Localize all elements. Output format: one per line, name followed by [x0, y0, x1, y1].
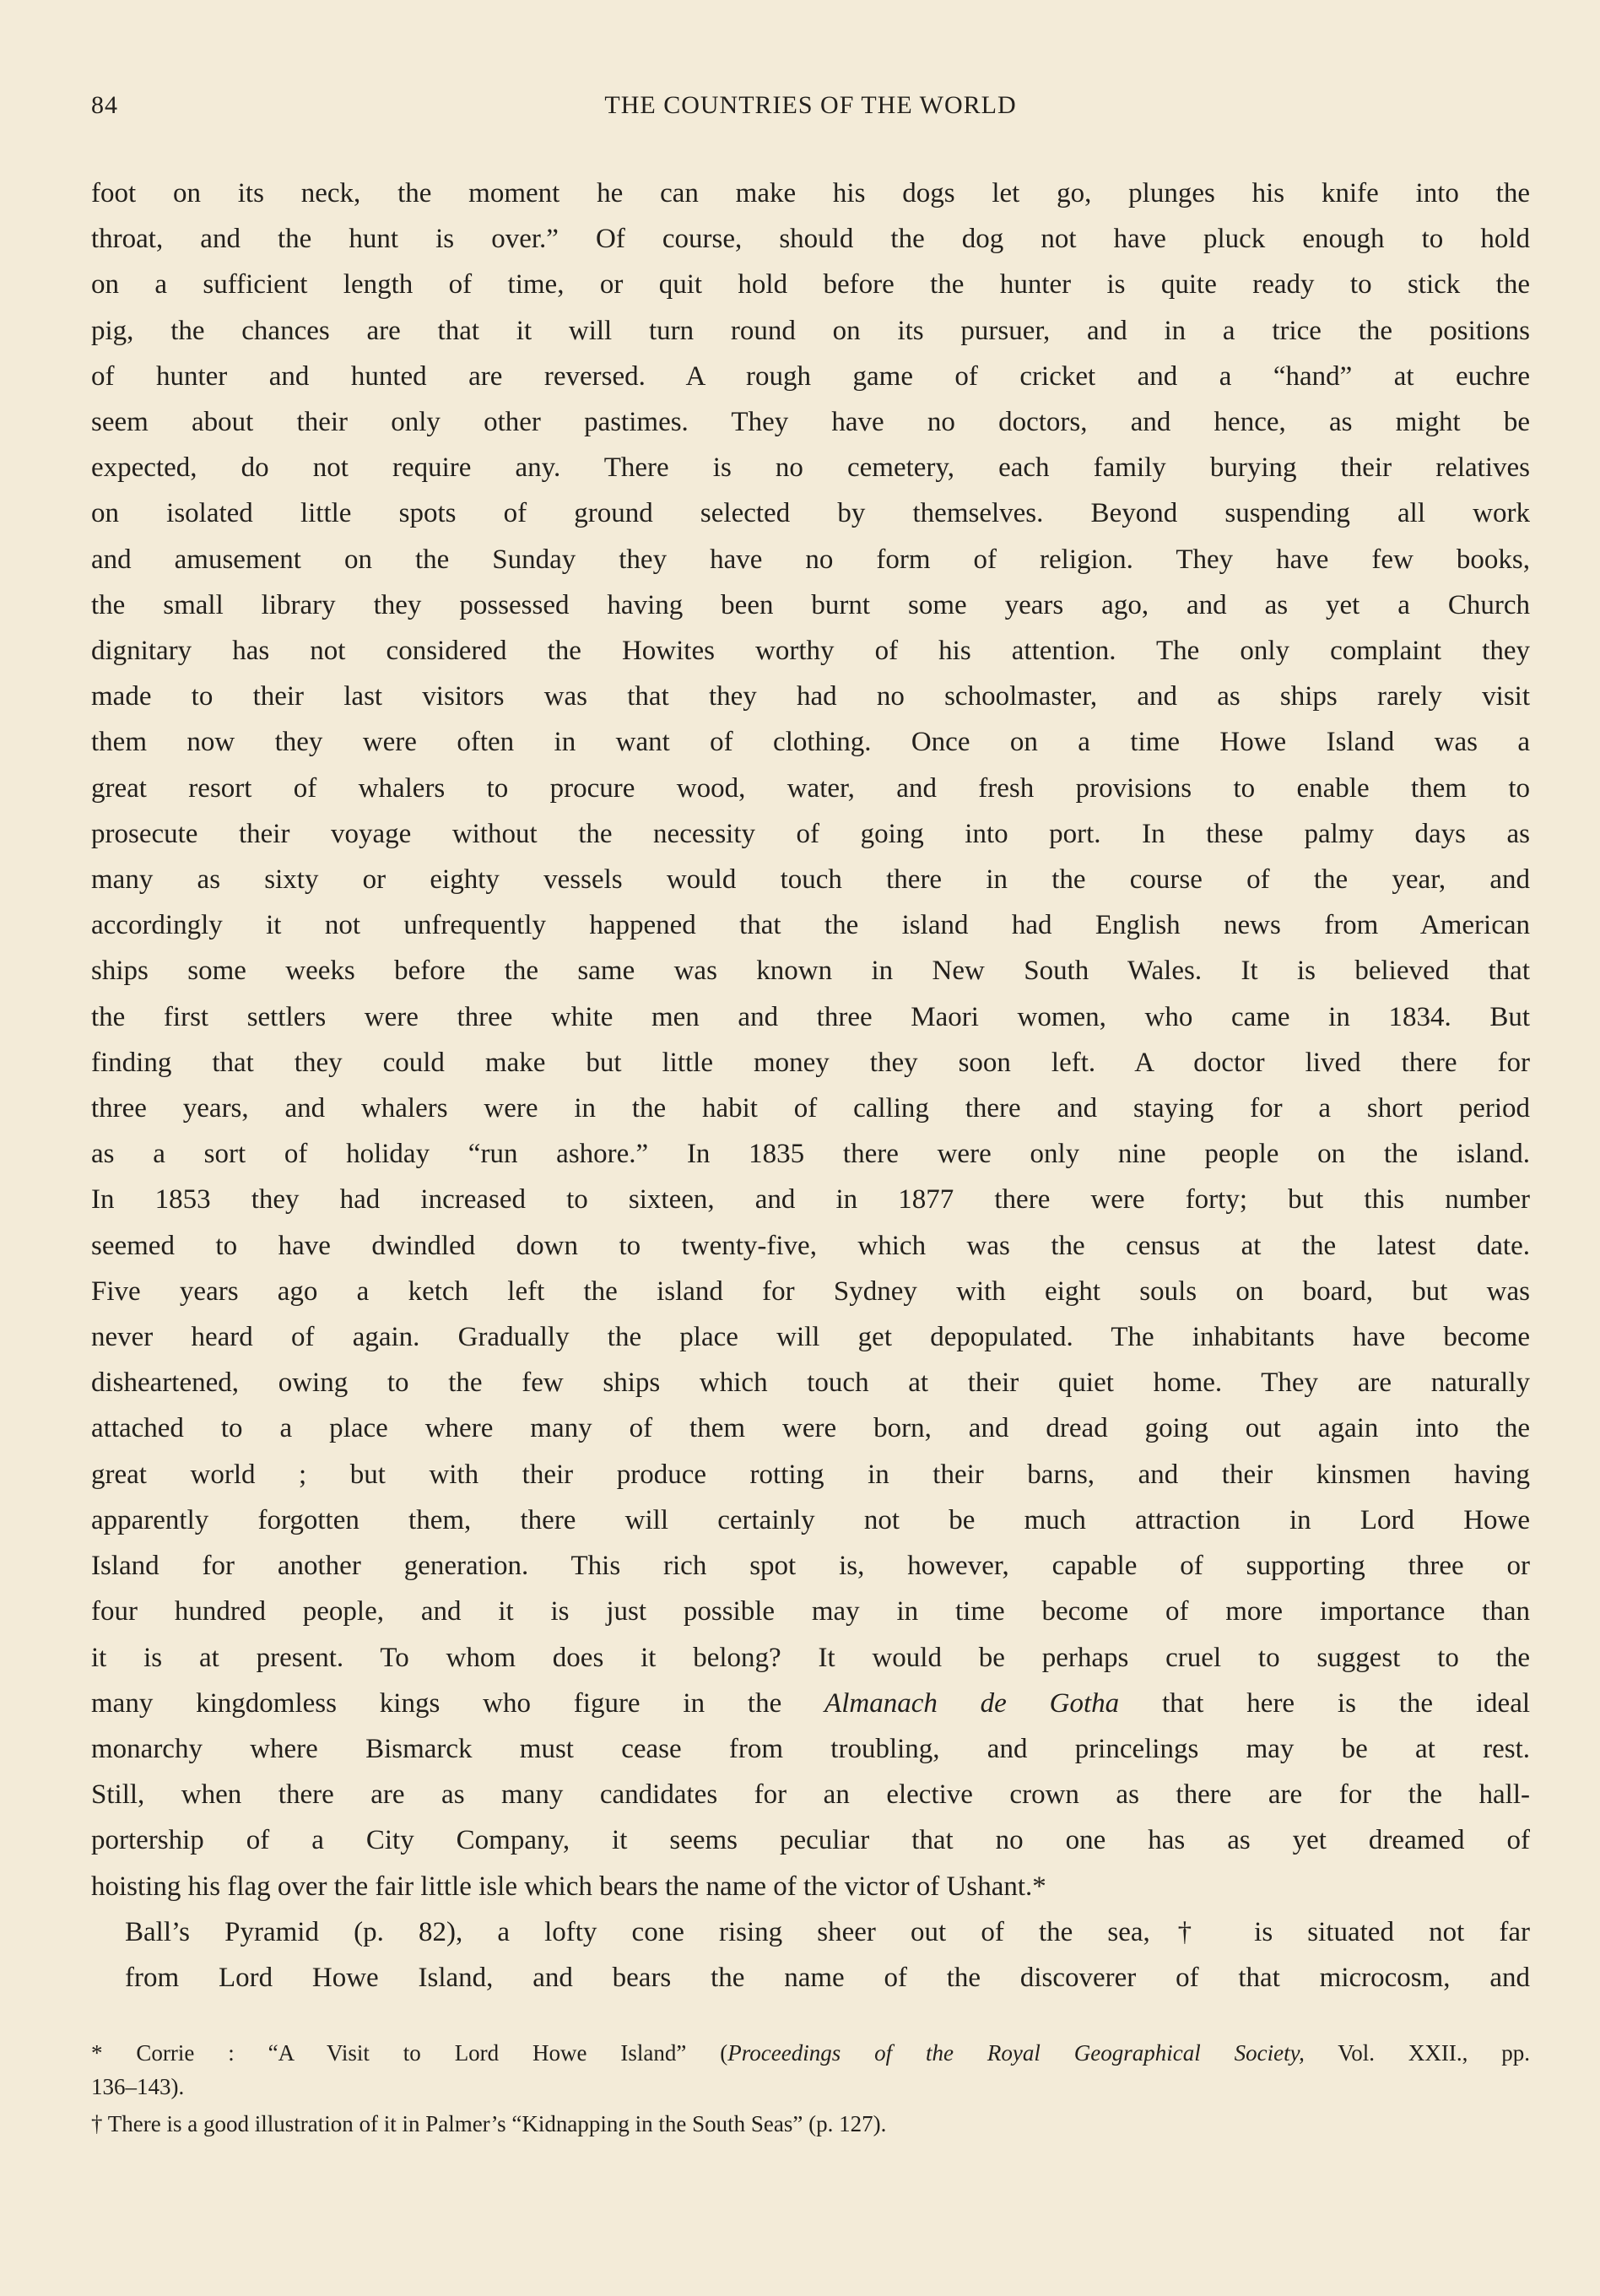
text-line: it is at present. To whom does it belong? It would be perhaps cruel to suggest to the: [91, 1642, 1530, 1673]
footnote-line: 136–143).: [91, 2074, 185, 2100]
footnote-line: [91, 2036, 1530, 2070]
text-line: great resort of whalers to procure wood, water, and fresh provisions to enable them to: [91, 772, 1530, 804]
text-line: throat, and the hunt is over.” Of course, should the dog not have pluck enough to hold: [91, 224, 1530, 255]
text-fragment: that here is the ideal: [1161, 1687, 1531, 1719]
text-line: three years, and whalers were in the habit of calling there and staying for a short period: [91, 1093, 1530, 1124]
text-line: on a sufficient length of time, or quit hold before the hunter is quite ready to stick the: [91, 269, 1530, 301]
text-line: made to their last visitors was that they had no schoolmaster, and as ships rarely visit: [91, 681, 1530, 712]
text-line: many as sixty or eighty vessels would touch there in the course of the year, and: [91, 864, 1530, 896]
italic-title: Almanach de Gotha: [824, 1687, 1120, 1719]
text-line-with-italic: [91, 1681, 1530, 1726]
text-line: Five years ago a ketch left the island for Sydney with eight souls on board, but was: [91, 1275, 1530, 1307]
text-line: and amusement on the Sunday they have no form of religion. They have few books,: [91, 544, 1530, 575]
text-line: the first settlers were three white men and three Maori women, who came in 1834. But: [91, 1001, 1530, 1032]
text-line: dignitary has not considered the Howites worthy of his attention. The only complaint they: [91, 636, 1530, 667]
footnote-2: [91, 2107, 1530, 2141]
text-line: attached to a place where many of them were born, and dread going out again into the: [91, 1413, 1530, 1444]
text-line: monarchy where Bismarck must cease from troubling, and princelings may be at rest.: [91, 1733, 1530, 1764]
footnotes: [91, 2036, 1530, 2141]
text-line: apparently forgotten them, there will certainly not be much attraction in Lord Howe: [91, 1504, 1530, 1535]
text-line: them now they were often in want of clothing. Once on a time Howe Island was a: [91, 727, 1530, 758]
text-fragment: many kingdomless kings who figure in the: [91, 1687, 782, 1719]
book-page: [91, 91, 1530, 2141]
text-line: the small library they possessed having been burnt some years ago, and as yet a Church: [91, 589, 1530, 620]
text-line: prosecute their voyage without the necessity of going into port. In these palmy days as: [91, 818, 1530, 849]
text-line: Ball’s Pyramid (p. 82), a lofty cone rising sheer out of the sea,† is situated not far: [125, 1916, 1530, 1947]
text-line: hoisting his flag over the fair little isle which bears the name of the victor of Ushant.*: [91, 1871, 1046, 1902]
paragraph-2: [91, 1909, 1530, 2001]
text-line: In 1853 they had increased to sixteen, and in 1877 there were forty; but this number: [91, 1184, 1530, 1216]
page-number: 84: [91, 91, 118, 119]
text-line: great world ; but with their produce rotting in their barns, and their kinsmen having: [91, 1459, 1530, 1490]
page-header: [91, 91, 1530, 128]
text-line: four hundred people, and it is just possible may in time become of more importance than: [91, 1596, 1530, 1627]
text-line: of hunter and hunted are reversed. A rough game of cricket and a “hand” at euchre: [91, 360, 1530, 392]
running-title: THE COUNTRIES OF THE WORLD: [604, 91, 1017, 119]
text-line: foot on its neck, the moment he can make his dogs let go, plunges his knife into the: [91, 178, 1530, 208]
text-line: pig, the chances are that it will turn round on its pursuer, and in a trice the positions: [91, 315, 1530, 346]
text-line: Still, when there are as many candidates for an elective crown as there are for the hall-: [91, 1779, 1530, 1811]
paragraph-1: [91, 171, 1530, 1909]
text-line: ships some weeks before the same was known in New South Wales. It is believed that: [91, 956, 1530, 987]
text-line: seemed to have dwindled down to twenty-five, which was the census at the latest date.: [91, 1230, 1530, 1261]
text-line: from Lord Howe Island, and bears the name of the discoverer of that microcosm, and: [125, 1962, 1530, 1993]
text-line: disheartened, owing to the few ships which touch at their quiet home. They are naturally: [91, 1367, 1530, 1399]
text-line: as a sort of holiday “run ashore.” In 1835 there were only nine people on the island.: [91, 1139, 1530, 1170]
footnote-text: * Corrie : “A Visit to Lord Howe Island” (: [91, 2040, 728, 2066]
body-text: [91, 171, 1530, 2001]
text-line: accordingly it not unfrequently happened that the island had English news from American: [91, 910, 1530, 941]
footnote-italic: Proceedings of the Royal Geographical Society,: [727, 2040, 1305, 2066]
text-line: seem about their only other pastimes. They have no doctors, and hence, as might be: [91, 407, 1530, 438]
text-line: finding that they could make but little money they soon left. A doctor lived there for: [91, 1047, 1530, 1078]
text-line: never heard of again. Gradually the place will get depopulated. The inhabitants have become: [91, 1322, 1530, 1353]
text-line: Island for another generation. This rich spot is, however, capable of supporting three or: [91, 1551, 1530, 1582]
footnote-line: † There is a good illustration of it in Palmer’s “Kidnapping in the South Seas” (p. 127).: [91, 2111, 887, 2137]
text-line: portership of a City Company, it seems peculiar that no one has as yet dreamed of: [91, 1825, 1530, 1856]
text-line: expected, do not require any. There is no cemetery, each family burying their relatives: [91, 452, 1530, 484]
footnote-1: [91, 2036, 1530, 2104]
footnote-text: Vol. XXII., pp.: [1304, 2040, 1530, 2066]
text-line: on isolated little spots of ground selected by themselves. Beyond suspending all work: [91, 498, 1530, 529]
